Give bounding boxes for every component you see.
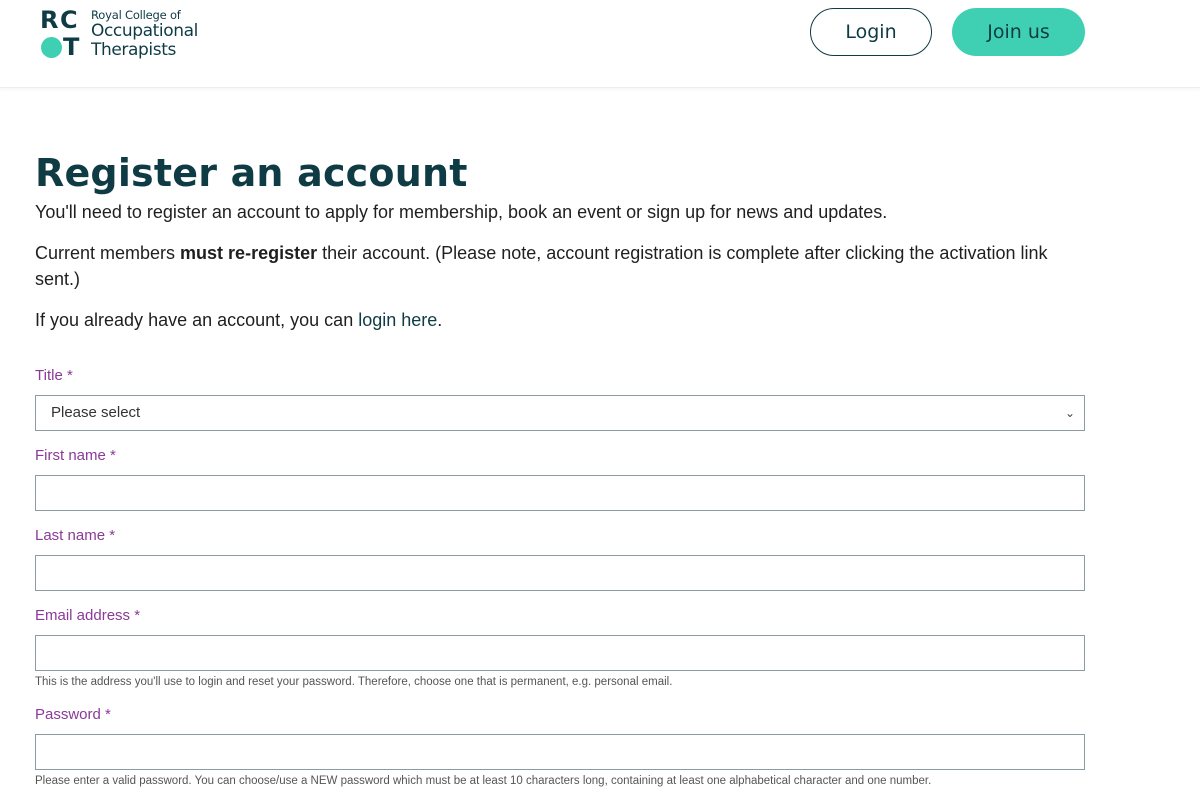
logo-mark-r: R [40,6,59,34]
title-select[interactable] [35,395,1085,431]
logo-mark-t: T [63,33,80,61]
intro-text: You'll need to register an account to apply for membership, book an event or sign up for news and updates. [35,202,888,222]
logo-line-2: Occupational [91,21,198,41]
logo-wordmark [91,9,198,60]
registration-form [35,366,1085,800]
last-name-group [35,526,1085,591]
main-content [35,150,1085,333]
members-notice-prefix: Current members [35,243,181,263]
password-input[interactable] [35,734,1085,770]
logo-line-3: Therapists [91,40,176,60]
login-here-link[interactable]: login here [358,310,438,330]
members-notice [35,240,1085,292]
email-label: Email address * [35,607,141,624]
title-label: Title * [35,367,73,384]
rcot-logo[interactable] [40,8,198,60]
login-prompt-suffix: . [437,310,443,330]
last-name-label: Last name * [35,527,116,544]
members-notice-bold: must re-register [180,243,318,263]
login-prompt-prefix: If you already have an account, you can [35,310,359,330]
title-select-value: Please select [51,404,141,421]
site-header [0,0,1200,88]
chevron-down-icon: ⌄ [1064,406,1075,420]
page-title: Register an account [35,151,468,195]
first-name-input[interactable] [35,475,1085,511]
password-group [35,705,1085,789]
last-name-input[interactable] [35,555,1085,591]
login-button[interactable]: Login [810,8,932,56]
join-us-button[interactable]: Join us [952,8,1085,56]
members-notice-suffix: their account. (Please note, account registration is complete after clicking the activation link sent.) [35,243,1048,289]
email-group [35,606,1085,690]
logo-mark-c: C [60,6,78,34]
logo-dot-icon [41,37,62,58]
first-name-group [35,446,1085,511]
email-help-text: This is the address you'll use to login and reset your password. Therefore, choose one that is permanent, e.g. personal email. [35,676,673,688]
password-label: Password * [35,706,111,723]
logo-mark [40,6,84,61]
logo-line-1: Royal College of [91,8,181,22]
title-group [35,366,1085,431]
email-input[interactable] [35,635,1085,671]
first-name-label: First name * [35,447,116,464]
login-prompt [35,307,1085,333]
password-help-text: Please enter a valid password. You can choose/use a NEW password which must be at least 10 characters long, containing at least one alphabetical character and one number. [35,775,932,787]
